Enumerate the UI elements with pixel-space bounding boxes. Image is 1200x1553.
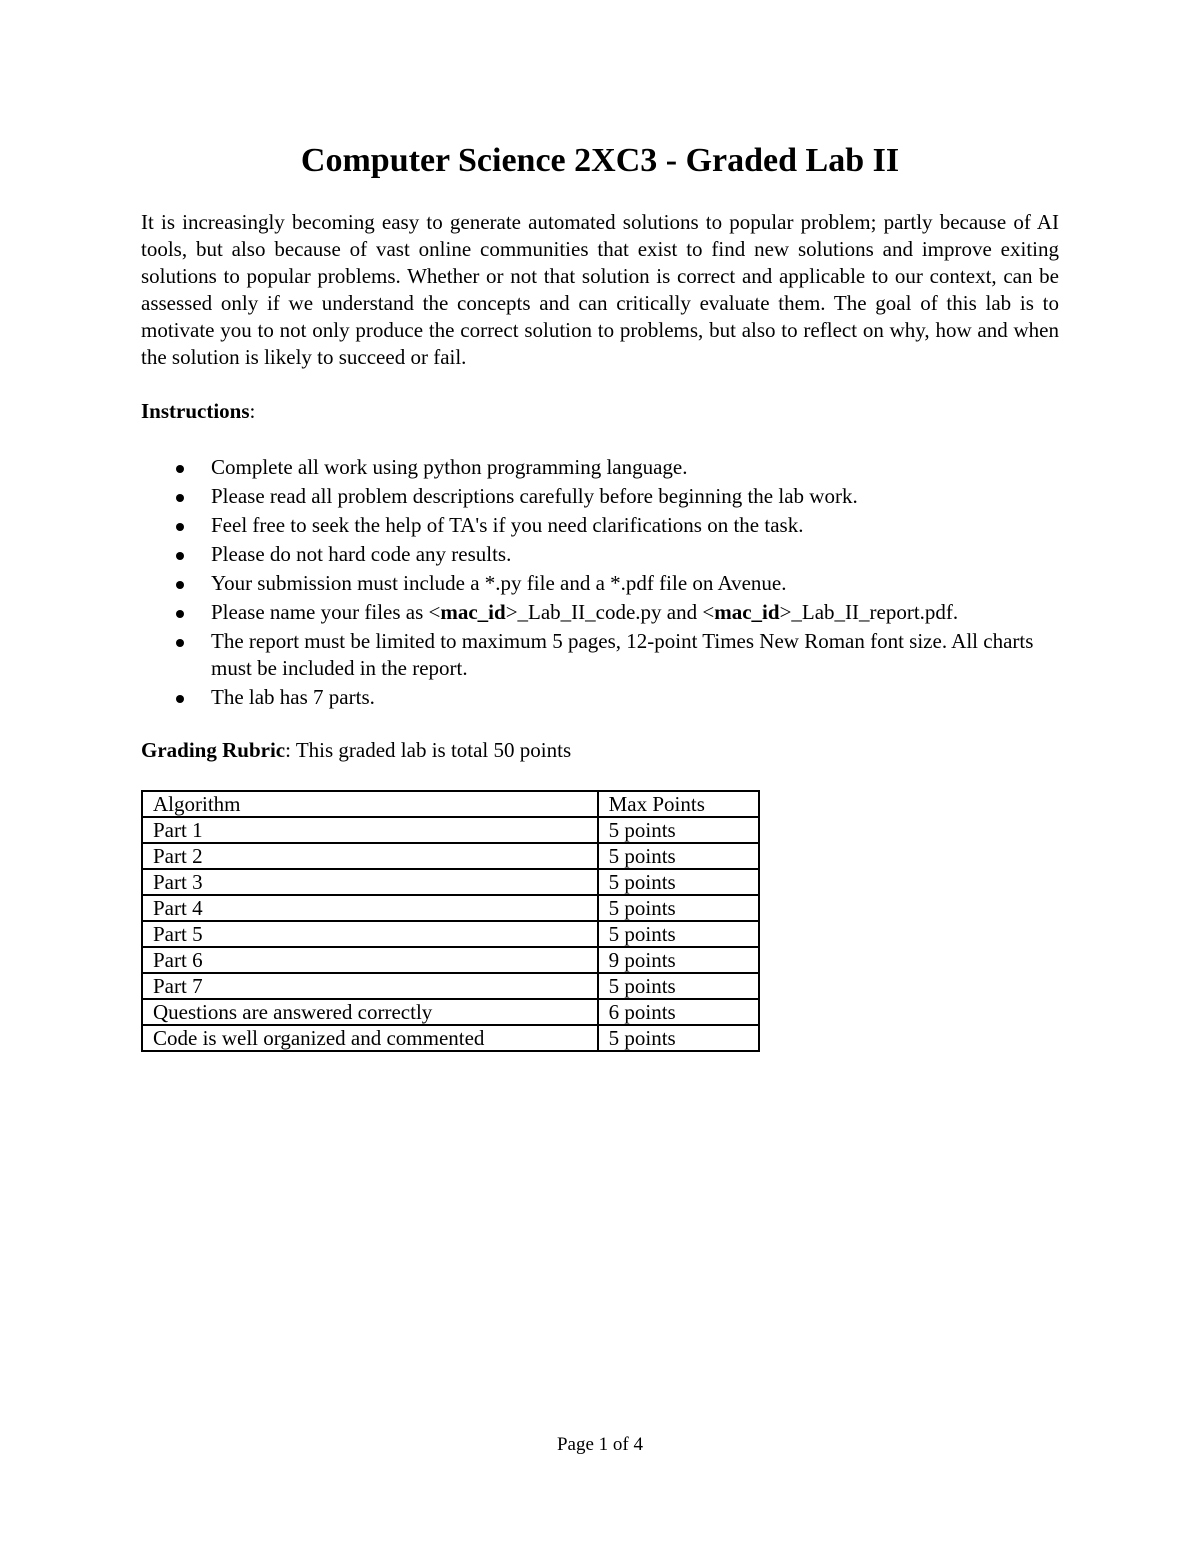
table-row (142, 973, 759, 999)
instructions-list (141, 454, 1071, 713)
table-row (142, 817, 759, 843)
table-cell: Part 3 (142, 869, 598, 895)
table-row (142, 895, 759, 921)
grading-rubric-label: Grading Rubric (141, 738, 286, 762)
table-cell: Questions are answered correctly (142, 999, 598, 1025)
table-cell: Part 5 (142, 921, 598, 947)
list-item (141, 541, 1071, 568)
list-item (141, 512, 1071, 539)
naming-prefix: Please name your files as < (211, 600, 441, 624)
intro-paragraph: It is increasingly becoming easy to generate automated solutions to popular problem; partly because of AI tools, but also because of vast online communities that exist to find new solutions and improve exiting solutions to popular problems. Whether or not that solution is correct and applicable to our context, can be assessed only if we understand the concepts and can critically evaluate them. The goal of this lab is to motivate you to not only produce the correct solution to problems, but also to reflect on why, how and when the solution is likely to succeed or fail. (141, 210, 1059, 369)
table-header-cell: Algorithm (142, 791, 598, 817)
instruction-text: The report must be limited to maximum 5 pages, 12-point Times New Roman font size. All charts must be included in the report. (211, 629, 1034, 680)
table-cell: 5 points (598, 843, 759, 869)
table-row (142, 999, 759, 1025)
table-cell: Code is well organized and commented (142, 1025, 598, 1051)
page-footer: Page 1 of 4 (556, 1434, 643, 1455)
table-row (142, 947, 759, 973)
list-item (141, 483, 1071, 510)
list-item (141, 570, 1071, 597)
table-row (142, 843, 759, 869)
bullet-icon (176, 610, 184, 618)
bullet-icon (176, 639, 184, 647)
bullet-icon (176, 494, 184, 502)
table-header-row (142, 791, 759, 817)
instruction-text: Feel free to seek the help of TA's if you need clarifications on the task. (211, 513, 804, 537)
table-cell: 5 points (598, 895, 759, 921)
list-item (141, 599, 1071, 626)
instruction-text: Please read all problem descriptions carefully before beginning the lab work. (211, 484, 858, 508)
table-cell: Part 7 (142, 973, 598, 999)
list-item (141, 684, 1071, 711)
instruction-text: Complete all work using python programming language. (211, 455, 688, 479)
table-cell: 5 points (598, 817, 759, 843)
grading-rubric-text: : This graded lab is total 50 points (285, 738, 572, 762)
instruction-text: Please do not hard code any results. (211, 542, 512, 566)
instructions-heading-label: Instructions (141, 399, 250, 423)
instructions-heading (141, 398, 255, 425)
table-row (142, 921, 759, 947)
table-cell: Part 4 (142, 895, 598, 921)
naming-middle: >_Lab_II_code.py and < (505, 600, 715, 624)
table-cell: 5 points (598, 1025, 759, 1051)
table-cell: Part 2 (142, 843, 598, 869)
naming-suffix: >_Lab_II_report.pdf. (779, 600, 959, 624)
instructions-heading-colon: : (249, 399, 256, 423)
table-cell: Part 6 (142, 947, 598, 973)
instruction-text: Your submission must include a *.py file and a *.pdf file on Avenue. (211, 571, 787, 595)
bullet-icon (176, 581, 184, 589)
bullet-icon (176, 695, 184, 703)
page-title: Computer Science 2XC3 - Graded Lab II (300, 142, 900, 179)
instruction-text: The lab has 7 parts. (211, 685, 375, 709)
bullet-icon (176, 552, 184, 560)
bullet-icon (176, 465, 184, 473)
list-item (141, 628, 1071, 682)
grading-rubric-line (141, 737, 571, 764)
table-cell: 5 points (598, 869, 759, 895)
table-row (142, 1025, 759, 1051)
table-row (142, 869, 759, 895)
bullet-icon (176, 523, 184, 531)
mac-id-placeholder: mac_id (714, 600, 780, 624)
mac-id-placeholder: mac_id (440, 600, 506, 624)
grading-table (141, 790, 760, 1052)
table-cell: 9 points (598, 947, 759, 973)
table-cell: 5 points (598, 921, 759, 947)
table-header-cell: Max Points (598, 791, 759, 817)
table-cell: 5 points (598, 973, 759, 999)
table-cell: Part 1 (142, 817, 598, 843)
table-cell: 6 points (598, 999, 759, 1025)
list-item (141, 454, 1071, 481)
